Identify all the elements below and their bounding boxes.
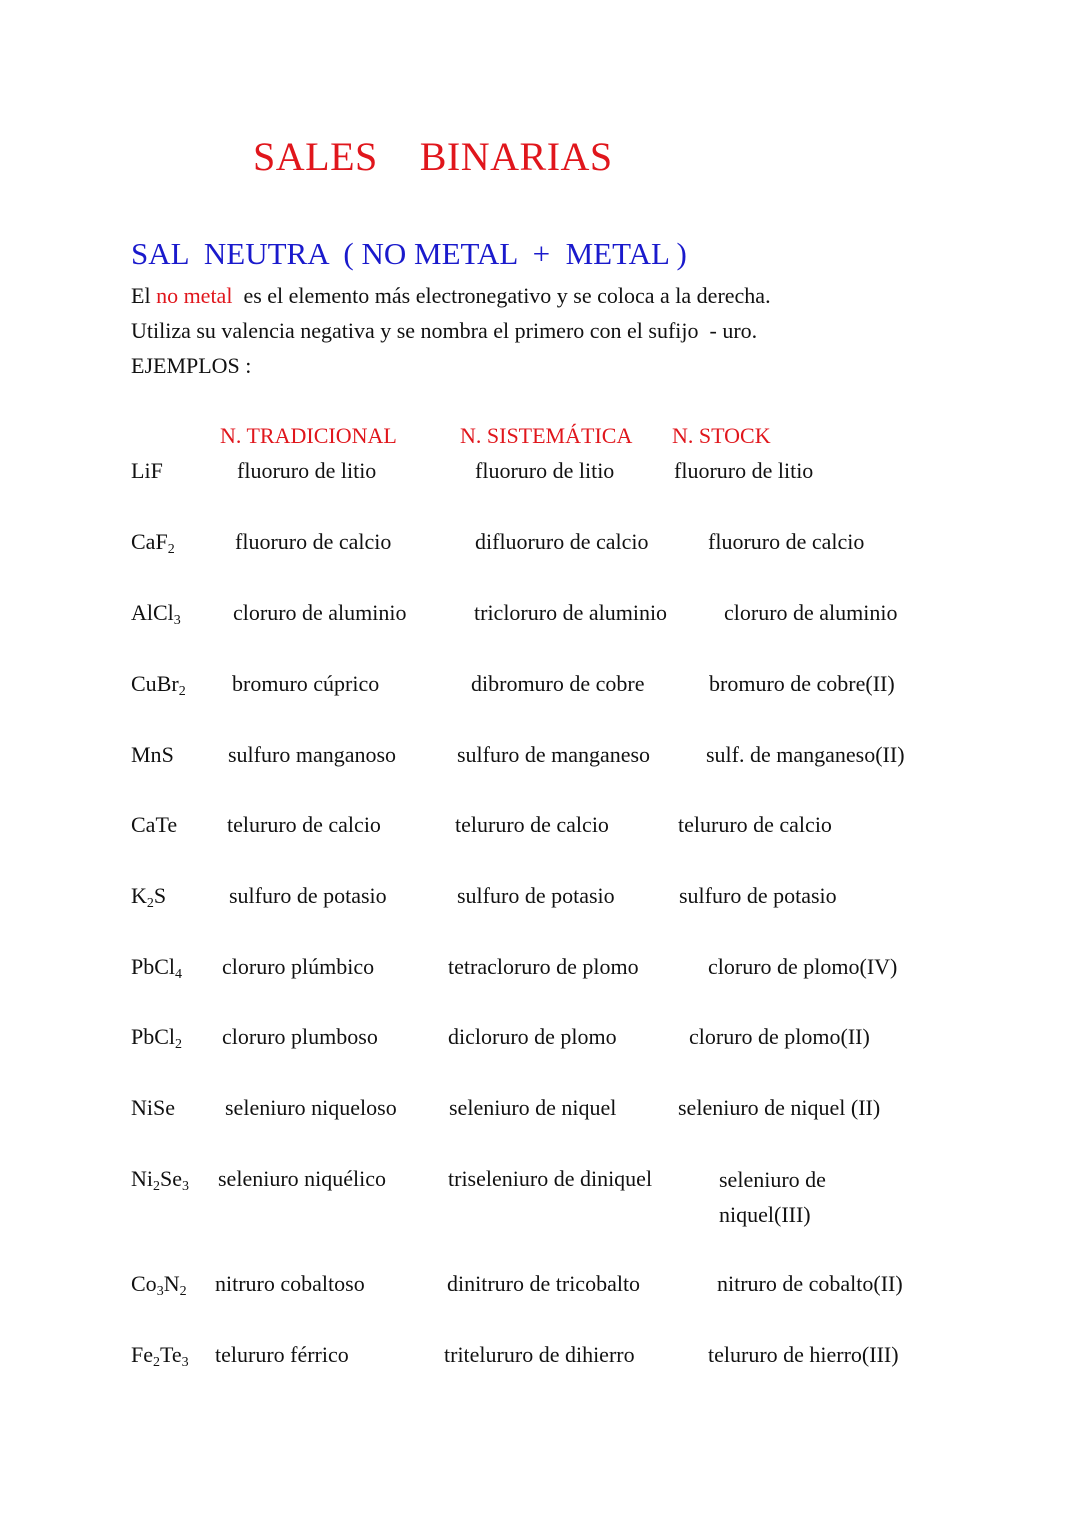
element-symbol: Ni — [131, 1095, 153, 1120]
element-symbol: Cl — [153, 600, 174, 625]
column-header-stock: N. STOCK — [672, 423, 771, 448]
formula — [131, 1342, 189, 1368]
name-tradicional: fluoruro de litio — [237, 458, 377, 483]
name-stock: seleniuro de niquel(III) — [719, 1167, 826, 1227]
name-sistematica: seleniuro de niquel — [449, 1095, 617, 1120]
page-title: SALES BINARIAS — [253, 134, 613, 179]
element-symbol: Te — [155, 812, 178, 837]
element-symbol: Ca — [131, 812, 156, 837]
name-tradicional: fluoruro de calcio — [235, 529, 392, 554]
table-row — [0, 1271, 1080, 1301]
element-symbol: Pb — [131, 954, 155, 979]
element-symbol: Co — [131, 1271, 157, 1296]
name-stock: cloruro de plomo(II) — [689, 1024, 870, 1049]
table-row — [0, 1095, 1080, 1125]
name-stock: fluoruro de litio — [674, 458, 814, 483]
element-symbol: Al — [131, 600, 153, 625]
element-symbol: Mn — [131, 742, 162, 767]
table-row — [0, 458, 1080, 488]
element-symbol: N — [163, 1271, 180, 1296]
name-sistematica: difluoruro de calcio — [475, 529, 649, 554]
table-row — [0, 954, 1080, 984]
name-stock: telururo de calcio — [678, 812, 832, 837]
element-symbol: Se — [160, 1166, 182, 1191]
name-sistematica: triseleniuro de diniquel — [448, 1166, 653, 1191]
name-sistematica: tricloruro de aluminio — [474, 600, 668, 625]
subscript: 3 — [182, 1179, 189, 1194]
name-tradicional: sulfuro de potasio — [229, 883, 387, 908]
formula — [131, 883, 166, 909]
examples-label: EJEMPLOS : — [131, 353, 252, 378]
table-row — [0, 883, 1080, 913]
formula — [131, 1095, 175, 1121]
table-row — [0, 1024, 1080, 1054]
name-tradicional: cloruro plumboso — [222, 1024, 378, 1049]
name-sistematica: fluoruro de litio — [475, 458, 615, 483]
formula — [131, 671, 186, 697]
section-heading: SAL NEUTRA ( NO METAL + METAL ) — [131, 236, 687, 271]
name-tradicional: sulfuro manganoso — [228, 742, 397, 767]
name-stock: fluoruro de calcio — [708, 529, 865, 554]
table-row — [0, 742, 1080, 772]
name-tradicional: seleniuro niquélico — [218, 1166, 387, 1191]
name-sistematica: tetracloruro de plomo — [448, 954, 639, 979]
name-sistematica: dicloruro de plomo — [448, 1024, 617, 1049]
element-symbol: Cu — [131, 671, 157, 696]
name-sistematica: dinitruro de tricobalto — [447, 1271, 641, 1296]
subscript: 3 — [156, 1284, 164, 1299]
highlight-no-metal: no metal — [156, 283, 233, 308]
name-tradicional: cloruro plúmbico — [222, 954, 375, 979]
name-sistematica: sulfuro de manganeso — [457, 742, 651, 767]
element-symbol: Se — [153, 1095, 175, 1120]
subscript: 2 — [153, 1355, 160, 1370]
name-stock: sulf. de manganeso(II) — [706, 742, 905, 767]
name-tradicional: seleniuro niqueloso — [225, 1095, 397, 1120]
formula — [131, 1166, 189, 1192]
name-tradicional: nitruro cobaltoso — [215, 1271, 365, 1296]
element-symbol: S — [161, 742, 174, 767]
name-sistematica: telururo de calcio — [455, 812, 609, 837]
name-tradicional: telururo de calcio — [227, 812, 381, 837]
subscript: 2 — [167, 542, 175, 557]
name-stock: telururo de hierro(III) — [708, 1342, 899, 1367]
formula — [131, 1024, 182, 1050]
subscript: 2 — [175, 1037, 183, 1052]
intro-line-1 — [131, 283, 771, 309]
subscript: 3 — [173, 613, 181, 628]
element-symbol: Br — [156, 671, 179, 696]
subscript: 2 — [146, 896, 154, 911]
name-stock: cloruro de plomo(IV) — [708, 954, 898, 979]
formula — [131, 458, 163, 484]
element-symbol: Pb — [131, 1024, 155, 1049]
table-row — [0, 671, 1080, 701]
formula — [131, 600, 181, 626]
element-symbol: Cl — [154, 954, 176, 979]
name-sistematica: tritelururo de dihierro — [444, 1342, 635, 1367]
formula — [131, 812, 177, 838]
name-stock: seleniuro de niquel (II) — [678, 1095, 881, 1120]
name-tradicional: cloruro de aluminio — [233, 600, 407, 625]
formula — [131, 529, 175, 555]
element-symbol: F — [155, 529, 168, 554]
name-stock: bromuro de cobre(II) — [709, 671, 895, 696]
table-row — [0, 812, 1080, 842]
element-symbol: K — [131, 883, 147, 908]
element-symbol: Cl — [154, 1024, 176, 1049]
name-tradicional: telururo férrico — [215, 1342, 349, 1367]
subscript: 2 — [179, 1284, 187, 1299]
name-tradicional: bromuro cúprico — [232, 671, 380, 696]
element-symbol: Ca — [131, 529, 156, 554]
formula — [131, 954, 182, 980]
element-symbol: Fe — [131, 1342, 153, 1367]
table-row — [0, 600, 1080, 630]
intro-line-2: Utiliza su valencia negativa y se nombra el primero con el sufijo - uro. — [131, 318, 758, 343]
name-sistematica: sulfuro de potasio — [457, 883, 615, 908]
intro-line-1-prefix: El — [131, 283, 157, 308]
name-stock: nitruro de cobalto(II) — [717, 1271, 903, 1296]
element-symbol: S — [153, 883, 167, 908]
name-stock: cloruro de aluminio — [724, 600, 898, 625]
name-stock: sulfuro de potasio — [679, 883, 837, 908]
formula — [131, 742, 174, 768]
element-symbol: Ni — [131, 1166, 153, 1191]
formula — [131, 1271, 187, 1297]
name-sistematica: dibromuro de cobre — [471, 671, 645, 696]
element-symbol: Te — [160, 1342, 182, 1367]
subscript: 2 — [178, 684, 186, 699]
column-header-tradicional: N. TRADICIONAL — [220, 423, 397, 448]
element-symbol: F — [150, 458, 163, 483]
table-row — [0, 1166, 1080, 1227]
table-row — [0, 529, 1080, 559]
intro-line-1-suffix: es el elemento más electronegativo y se coloca a la derecha. — [232, 283, 771, 308]
subscript: 3 — [181, 1355, 189, 1370]
subscript: 2 — [153, 1179, 160, 1194]
subscript: 4 — [175, 967, 183, 982]
table-row — [0, 1342, 1080, 1372]
element-symbol: Li — [131, 458, 151, 483]
column-header-sistematica: N. SISTEMÁTICA — [460, 423, 633, 448]
